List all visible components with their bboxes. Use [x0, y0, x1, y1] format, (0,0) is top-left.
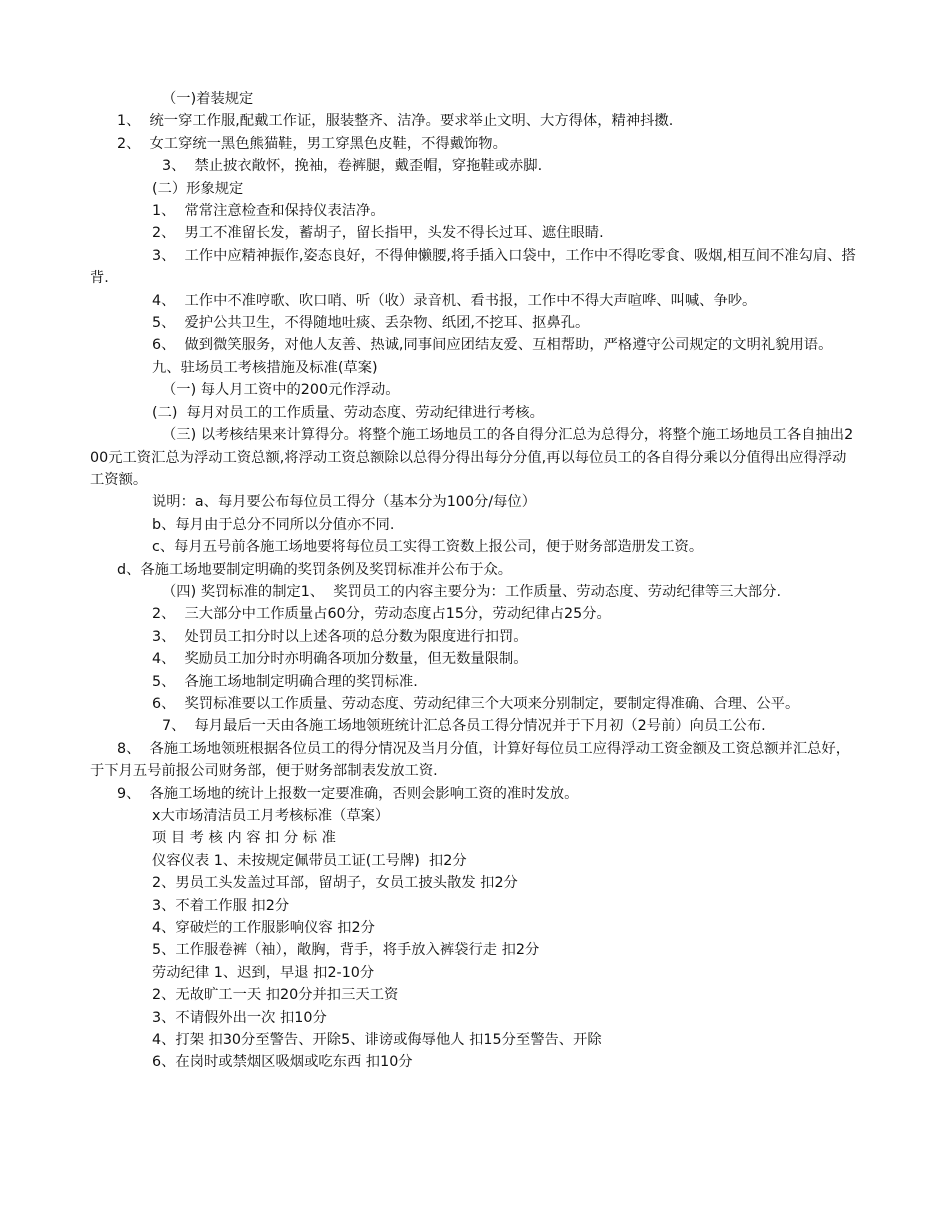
paragraph: （一) 每人月工资中的200元作浮动。: [162, 382, 400, 399]
paragraph: 说明：a、每月要公布每位员工得分（基本分为100分/每位）: [152, 494, 536, 511]
paragraph: c、每月五号前各施工场地要将每位员工实得工资数上报公司，便于财务部造册发工资。: [152, 539, 704, 556]
document-body: [90, 88, 860, 1074]
paragraph: （一)着装规定: [162, 91, 254, 107]
paragraph: 4、穿破烂的工作服影响仪容 扣2分: [152, 920, 375, 937]
paragraph: 九、驻场员工考核措施及标准(草案): [152, 359, 378, 376]
paragraph: 2、 男工不准留长发，蓄胡子，留长指甲，头发不得长过耳、遮住眼睛.: [152, 225, 604, 242]
paragraph: 2、 三大部分中工作质量占60分，劳动态度占15分，劳动纪律占25分。: [152, 606, 611, 623]
paragraph: 8、 各施工场地领班根据各位员工的得分情况及当月分值，计算好每位员工应得浮动工资金额及工资总额并汇总好，于下月五号前报公司财务部，便于财务部制表发放工资.: [90, 740, 851, 780]
paragraph: 2、无故旷工一天 扣20分并扣三天工资: [152, 987, 399, 1004]
paragraph: 1、 统一穿工作服,配戴工作证，服装整齐、洁净。要求举止文明、大方得体，精神抖擞.: [117, 113, 674, 130]
paragraph: 仪容仪表 1、未按规定佩带员工证(工号牌) 扣2分: [152, 852, 467, 869]
paragraph: 7、 每月最后一天由各施工场地领班统计汇总各员工得分情况并于下月初（2号前）向员工公布.: [162, 718, 766, 735]
paragraph: 4、 工作中不准哼歌、吹口哨、听（收）录音机、看书报，工作中不得大声喧哗、叫喊、争吵。: [152, 292, 757, 309]
paragraph: 5、工作服卷裤（袖），敞胸，背手，将手放入裤袋行走 扣2分: [152, 942, 540, 959]
paragraph: 劳动纪律 1、迟到，早退 扣2-10分: [152, 964, 375, 981]
paragraph: （四) 奖罚标准的制定1、 奖罚员工的内容主要分为：工作质量、劳动态度、劳动纪律等三大部分.: [162, 583, 782, 600]
paragraph: d、各施工场地要制定明确的奖罚条例及奖罚标准并公布于众。: [117, 561, 513, 578]
paragraph: 项 目 考 核 内 容 扣 分 标 准: [152, 830, 336, 847]
paragraph: 5、 各施工场地制定明确合理的奖罚标准.: [152, 673, 418, 690]
paragraph: 3、 禁止披衣敞怀，挽袖，卷裤腿，戴歪帽，穿拖鞋或赤脚.: [162, 158, 543, 175]
paragraph: 3、 工作中应精神振作,姿态良好，不得伸懒腰,将手插入口袋中，工作中不得吃零食、吸烟,相互间不准勾肩、搭背.: [90, 247, 856, 287]
paragraph: (二) 每月对员工的工作质量、劳动态度、劳动纪律进行考核。: [152, 404, 544, 421]
paragraph: 9、 各施工场地的统计上报数一定要准确，否则会影响工资的准时发放。: [117, 785, 579, 802]
paragraph: 2、 女工穿统一黑色熊猫鞋，男工穿黑色皮鞋，不得戴饰物。: [117, 135, 507, 152]
paragraph: 1、 常常注意检查和保持仪表洁净。: [152, 203, 385, 220]
paragraph: 2、男员工头发盖过耳部，留胡子，女员工披头散发 扣2分: [152, 875, 518, 892]
paragraph: x大市场清洁员工月考核标准（草案）: [152, 808, 390, 824]
paragraph: 6、在岗时或禁烟区吸烟或吃东西 扣10分: [152, 1054, 413, 1071]
paragraph: b、每月由于总分不同所以分值亦不同.: [152, 516, 395, 533]
paragraph: (二）形象规定: [152, 180, 244, 197]
paragraph: 6、 奖罚标准要以工作质量、劳动态度、劳动纪律三个大项来分别制定，要制定得准确、合理、公平。: [152, 695, 800, 712]
paragraph: 3、不请假外出一次 扣10分: [152, 1009, 327, 1026]
paragraph: 4、 奖励员工加分时亦明确各项加分数量，但无数量限制。: [152, 651, 528, 668]
paragraph: 3、 处罚员工扣分时以上述各项的总分数为限度进行扣罚。: [152, 628, 528, 645]
paragraph: 5、 爱护公共卫生，不得随地吐痰、丢杂物、纸团,不挖耳、抠鼻孔。: [152, 315, 590, 332]
paragraph: 3、不着工作服 扣2分: [152, 897, 290, 914]
paragraph: 4、打架 扣30分至警告、开除5、诽谤或侮辱他人 扣15分至警告、开除: [152, 1032, 602, 1049]
paragraph: （三) 以考核结果来计算得分。将整个施工场地员工的各自得分汇总为总得分，将整个施工场地员工各自抽出200元工资汇总为浮动工资总额,将浮动工资总额除以总得分得出每分分值,再以每位员工的各自得分乘以分值得出应得浮动工资额。: [90, 427, 854, 488]
paragraph: 6、 做到微笑服务，对他人友善、热诚,同事间应团结友爱、互相帮助，严格遵守公司规定的文明礼貌用语。: [152, 337, 833, 354]
